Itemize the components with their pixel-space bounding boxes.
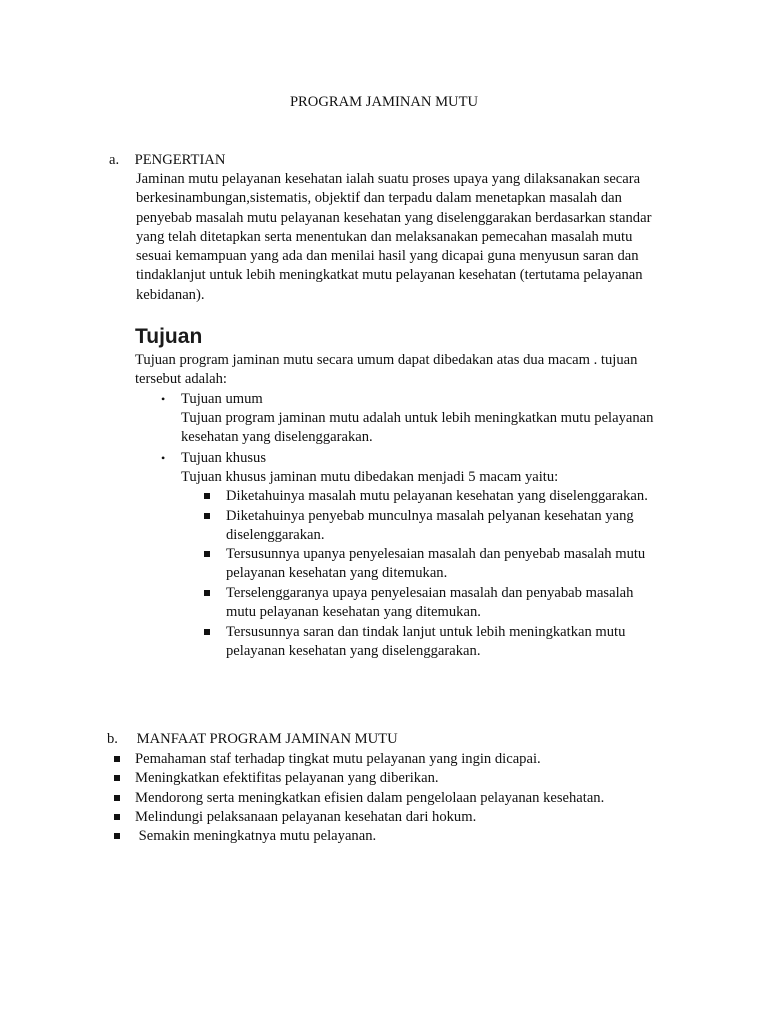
paragraph-line: Tujuan program jaminan mutu secara umum dapat dibedakan atas dua macam . tujuan — [135, 352, 638, 368]
list-item-text: Melindungi pelaksanaan pelayanan kesehatan dari hokum. — [135, 809, 477, 825]
square-bullet-icon — [114, 795, 120, 801]
square-bullet-icon — [114, 756, 120, 762]
list-item-text: Tersusunnya saran dan tindak lanjut untuk lebih meningkatkan mutu — [226, 624, 626, 640]
square-bullet-icon — [204, 629, 210, 635]
paragraph-line: tindaklanjut untuk lebih meningkatkat mutu pelayanan kesehatan (tertutama pelayanan — [136, 267, 643, 284]
tujuan-umum-label: Tujuan umum — [181, 391, 263, 407]
tujuan-khusus-label: Tujuan khusus — [181, 450, 267, 466]
document-title: PROGRAM JAMINAN MUTU — [289, 94, 479, 110]
paragraph-line: kebidanan). — [136, 286, 205, 303]
list-item-text: Tersusunnya upanya penyelesaian masalah dan penyebab masalah mutu — [226, 546, 646, 562]
list-item-text: Terselenggaranya upaya penyelesaian masalah dan penyabab masalah — [226, 585, 634, 601]
list-item-text: Pemahaman staf terhadap tingkat mutu pelayanan yang ingin dicapai. — [135, 751, 541, 767]
section-a-label: a. — [109, 152, 120, 168]
section-b-label: b. — [107, 731, 118, 747]
section-b-heading — [107, 730, 707, 749]
paragraph-line: kesehatan yang diselenggarakan. — [181, 429, 373, 446]
list-item-text: pelayanan kesehatan yang diselenggarakan. — [226, 643, 481, 660]
paragraph-line: penyebab masalah mutu pelayanan kesehatan yang diselenggarakan berdasarkan standar — [136, 209, 652, 226]
square-bullet-icon — [114, 814, 120, 820]
paragraph-line: Jaminan mutu pelayanan kesehatan ialah suatu proses upaya yang dilaksanakan secara — [136, 171, 641, 187]
pengertian-paragraph — [136, 170, 676, 305]
paragraph-line: yang telah ditetapkan serta menentukan dan melaksanakan pemecahan masalah mutu — [136, 228, 633, 245]
bullet-icon: • — [161, 392, 166, 406]
list-item-text: Meningkatkan efektifitas pelayanan yang diberikan. — [135, 770, 439, 786]
section-a-heading — [109, 151, 709, 170]
square-bullet-icon — [114, 775, 120, 781]
tujuan-heading: Tujuan — [135, 325, 203, 348]
paragraph-line: sesuai kemampuan yang ada dan menilai hasil yang dicapai guna menyusun saran dan — [136, 248, 639, 265]
paragraph-line: tersebut adalah: — [135, 371, 227, 388]
square-bullet-icon — [114, 833, 120, 839]
list-item-text: Mendorong serta meningkatkan efisien dalam pengelolaan pelayanan kesehatan. — [135, 790, 605, 806]
list-item-text: mutu pelayanan kesehatan yang ditemukan. — [226, 604, 481, 621]
paragraph-line: berkesinambungan,sistematis, objektif dan terpadu dalam menetapkan masalah dan — [136, 190, 622, 207]
square-bullet-icon — [204, 513, 210, 519]
section-b-title: MANFAAT PROGRAM JAMINAN MUTU — [136, 731, 398, 747]
paragraph-line: Tujuan program jaminan mutu adalah untuk lebih meningkatkan mutu pelayanan — [181, 410, 654, 426]
list-item-text: Diketahuinya penyebab munculnya masalah pelyanan kesehatan yang — [226, 508, 634, 524]
bullet-icon: • — [161, 451, 166, 465]
square-bullet-icon — [204, 493, 210, 499]
list-item-text: Diketahuinya masalah mutu pelayanan kesehatan yang diselenggarakan. — [226, 488, 648, 504]
list-item-text: Semakin meningkatnya mutu pelayanan. — [135, 828, 377, 844]
list-item-text: pelayanan kesehatan yang ditemukan. — [226, 565, 448, 582]
list-item-text: diselenggarakan. — [226, 527, 325, 544]
square-bullet-icon — [204, 590, 210, 596]
tujuan-intro — [135, 351, 675, 390]
tujuan-khusus-intro: Tujuan khusus jaminan mutu dibedakan menjadi 5 macam yaitu: — [181, 469, 559, 485]
square-bullet-icon — [204, 551, 210, 557]
tujuan-umum-text — [181, 409, 701, 448]
section-a-title: PENGERTIAN — [134, 152, 226, 168]
